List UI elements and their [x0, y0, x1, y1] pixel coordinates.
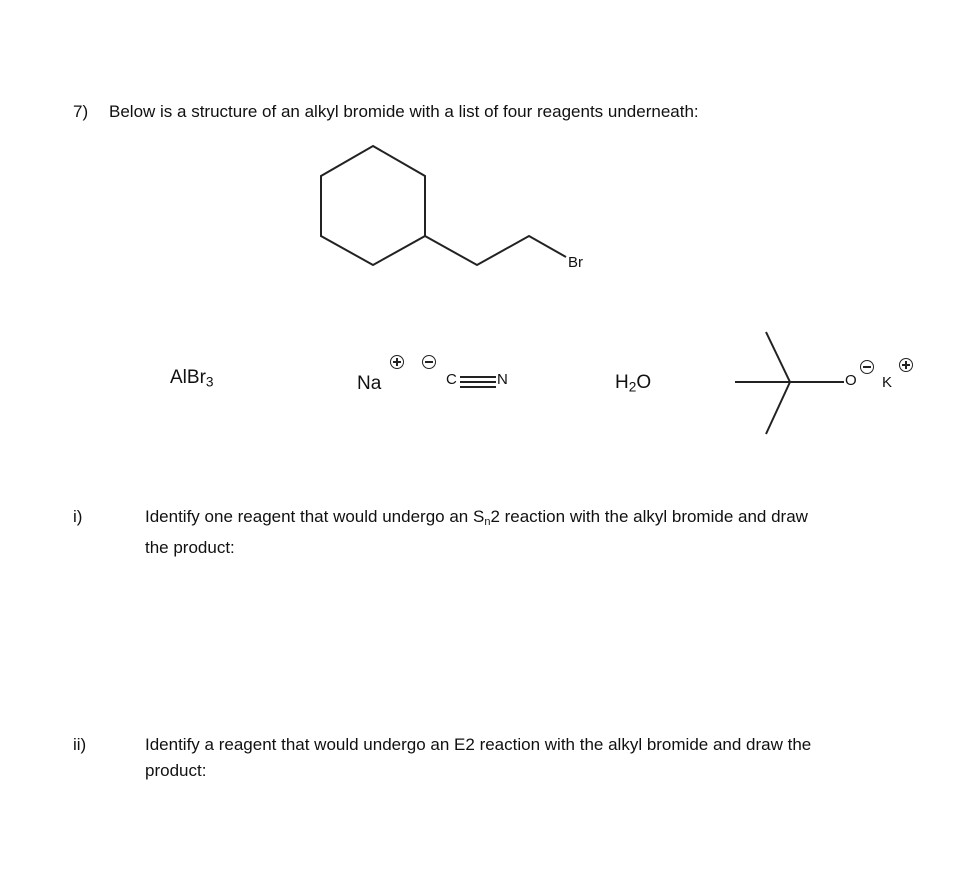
part-i-text-before: Identify one reagent that would undergo an S [145, 507, 485, 526]
question-number: 7) [73, 102, 89, 121]
question-prompt: Below is a structure of an alkyl bromide with a list of four reagents underneath: [109, 102, 699, 121]
part-ii-line2: product: [145, 761, 207, 780]
part-ii-prompt [145, 732, 955, 784]
potassium-label: K [882, 374, 893, 391]
cyanide-negative-charge-icon [422, 355, 436, 369]
cyanide-nitrogen-label: N [497, 371, 508, 388]
cyanide-carbon-label: C [446, 371, 457, 388]
part-ii-label: ii) [73, 735, 87, 754]
sodium-positive-charge-icon [390, 355, 404, 369]
tbutoxide-methyl-bottom [766, 382, 790, 434]
tbutoxide-methyl-top [766, 332, 790, 382]
part-i-text-after: 2 reaction with the alkyl bromide and draw [490, 507, 808, 526]
reagent-water [615, 372, 651, 394]
water-oxygen: O [636, 372, 652, 393]
albr3-formula: AlBr [170, 367, 206, 388]
part-i-line2: the product: [145, 537, 235, 557]
water-subscript: 2 [628, 379, 637, 395]
cyclohexane-ring [321, 146, 425, 265]
part-ii-text: Identify a reagent that would undergo an E2 reaction with the alkyl bromide and draw the [145, 735, 812, 754]
bromine-label: Br [568, 254, 583, 271]
part-i-subscript: n [484, 515, 491, 528]
part-i-prompt [145, 504, 945, 561]
alkoxide-negative-charge-icon [860, 360, 874, 374]
albr3-subscript: 3 [205, 374, 214, 390]
potassium-positive-charge-icon [899, 358, 913, 372]
reagent-albr3 [170, 367, 214, 389]
part-i-label: i) [73, 507, 83, 526]
water-hydrogen: H [615, 372, 629, 393]
ethyl-chain-bonds [425, 236, 566, 265]
alkoxide-oxygen-label: O [845, 372, 857, 389]
sodium-label: Na [357, 373, 382, 394]
